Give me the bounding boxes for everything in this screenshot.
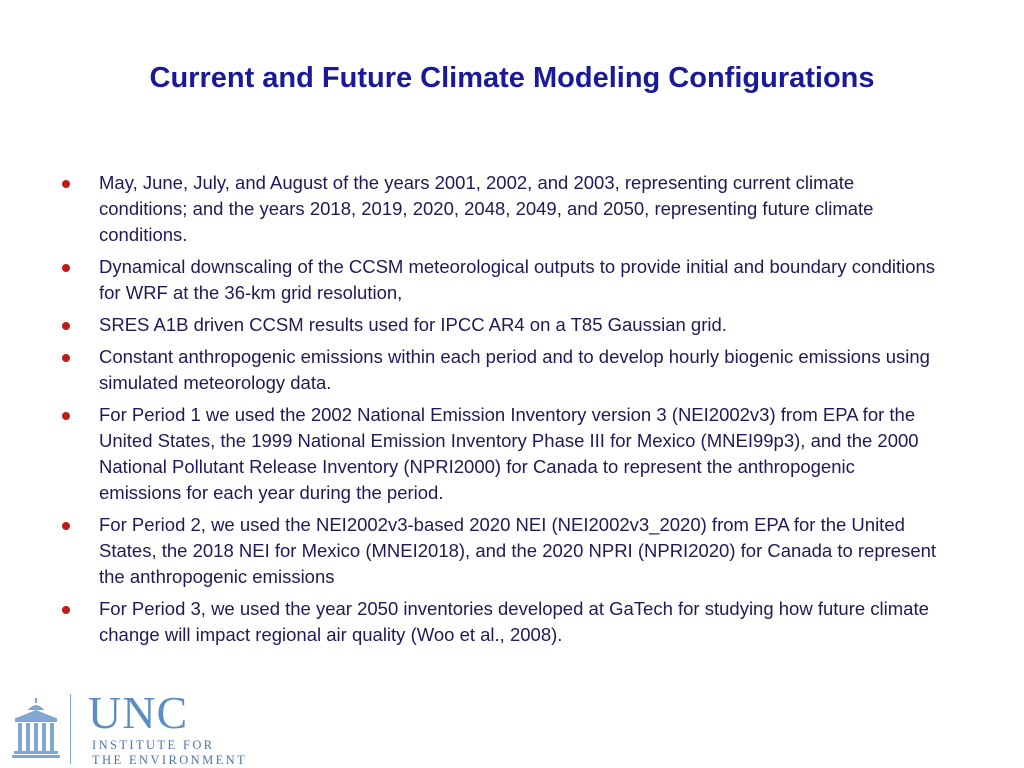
bullet-dot-icon — [62, 264, 70, 272]
bullet-dot-icon — [62, 522, 70, 530]
unc-logo — [8, 687, 278, 768]
bullet-text: Dynamical downscaling of the CCSM meteorological outputs to provide initial and boundary conditions for WRF at the 36-km grid resolution, — [99, 256, 936, 303]
bullet-text: For Period 2, we used the NEI2002v3-based 2020 NEI (NEI2002v3_2020) from EPA for the United States, the 2018 NEI for Mexico (MNEI2018), and the 2020 NPRI (NPRI2020) for Canada to represent the anthropogenic emissions — [99, 514, 937, 587]
bullet-item — [62, 254, 942, 306]
bullet-text: May, June, July, and August of the years 2001, 2002, and 2003, representing current climate conditions; and the years 2018, 2019, 2020, 2048, 2049, and 2050, representing future climate conditions. — [99, 172, 874, 245]
bullet-item — [62, 596, 942, 648]
logo-divider — [70, 694, 71, 764]
bullet-dot-icon — [62, 412, 70, 420]
logo-line-1: INSTITUTE FOR — [92, 738, 215, 752]
logo-line-2: THE ENVIRONMENT — [92, 753, 248, 767]
bullet-text: For Period 1 we used the 2002 National Emission Inventory version 3 (NEI2002v3) from EPA for the United States, the 1999 National Emission Inventory Phase III for Mexico (MNEI99p3), and the 2000 National Pollutant Release Inventory (NPRI2000) for Canada to represent the anthropogenic emissions for each year during the period. — [99, 404, 919, 503]
bullet-list — [62, 170, 942, 654]
bullet-dot-icon — [62, 180, 70, 188]
bullet-item — [62, 512, 942, 590]
bullet-text: For Period 3, we used the year 2050 inventories developed at GaTech for studying how future climate change will impact regional air quality (Woo et al., 2008). — [99, 598, 929, 645]
bullet-item — [62, 312, 942, 338]
slide-title: Current and Future Climate Modeling Configurations — [149, 62, 875, 94]
logo-unc-text: UNC — [88, 687, 189, 738]
bullet-text: Constant anthropogenic emissions within each period and to develop hourly biogenic emissions using simulated meteorology data. — [99, 346, 930, 393]
bullet-item — [62, 344, 942, 396]
old-well-icon — [12, 698, 60, 758]
bullet-dot-icon — [62, 354, 70, 362]
bullet-dot-icon — [62, 322, 70, 330]
bullet-item — [62, 170, 942, 248]
bullet-text: SRES A1B driven CCSM results used for IPCC AR4 on a T85 Gaussian grid. — [99, 314, 727, 335]
bullet-dot-icon — [62, 606, 70, 614]
bullet-item — [62, 402, 942, 506]
